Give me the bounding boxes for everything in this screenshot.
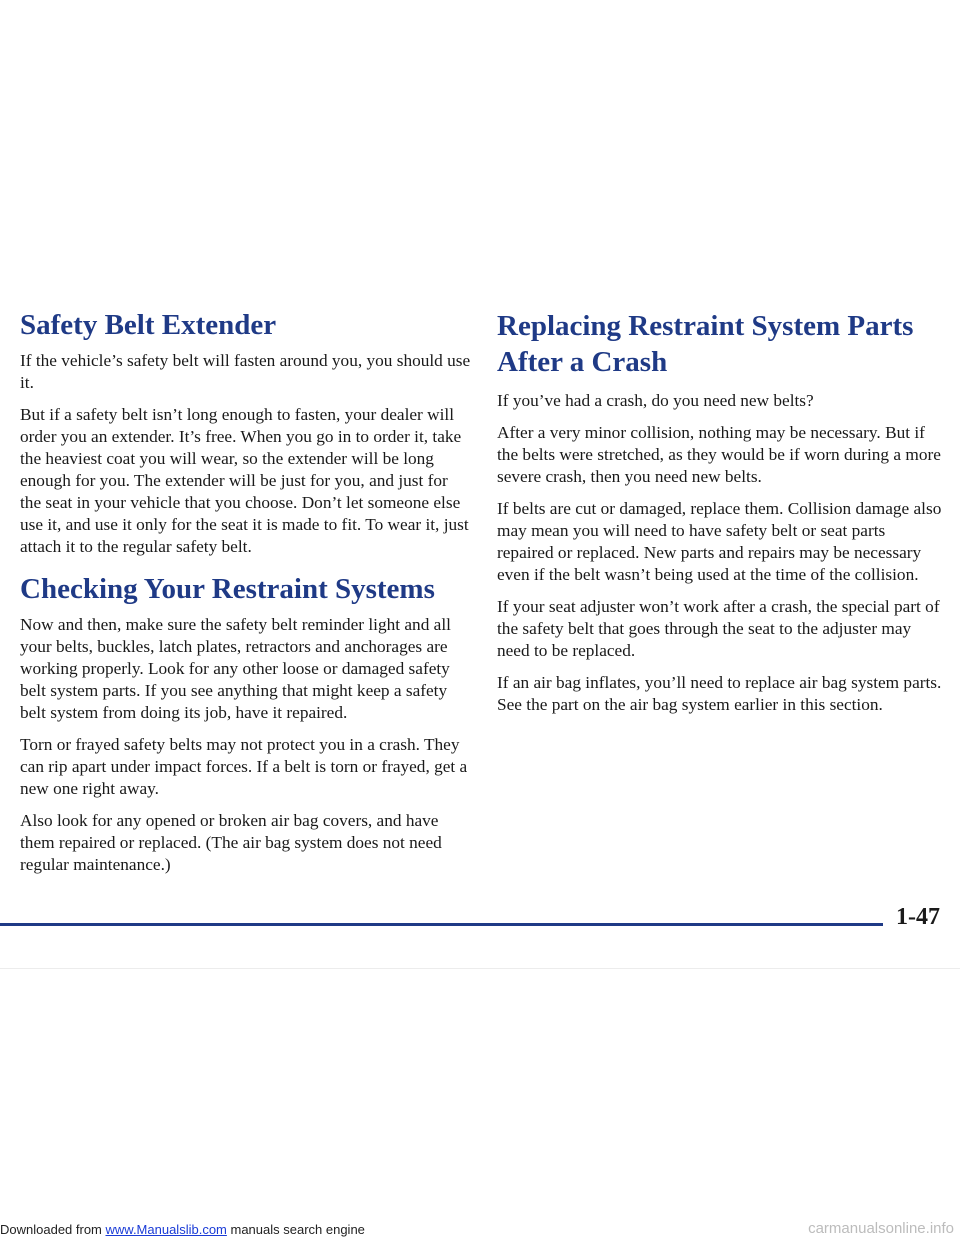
watermark-text: carmanualsonline.info xyxy=(808,1220,954,1237)
paragraph: But if a safety belt isn’t long enough to fasten, your dealer will order you an extender. It’s free. When you go in to order it, take the heaviest coat you will wear, so the extender will be long enough for you. The extender will be just for you, and just for the seat in your vehicle that you choose. Don’t let someone else use it, and use it only for the seat it is made to fit. To wear it, just attach it to the regular safety belt. xyxy=(20,405,469,556)
paragraph: Also look for any opened or broken air bag covers, and have them repaired or replaced. (The air bag system does not need regular maintenance.) xyxy=(20,811,442,874)
heading-replacing-restraint-parts: Replacing Restraint System Parts After a Crash xyxy=(497,310,914,378)
left-column xyxy=(20,308,472,886)
paragraph: If the vehicle’s safety belt will fasten around you, you should use it. xyxy=(20,351,471,392)
footer-suffix: manuals search engine xyxy=(226,1222,365,1237)
paragraph: If belts are cut or damaged, replace them. Collision damage also may mean you will need to have safety belt or seat parts repaired or replaced. New parts and repairs may be necessary even if the belt wasn’t being used at the time of the collision. xyxy=(497,499,942,584)
manualslib-link[interactable]: www.Manualslib.com xyxy=(105,1222,227,1237)
paragraph: Torn or frayed safety belts may not protect you in a crash. They can rip apart under impact forces. If a belt is torn or frayed, get a new one right away. xyxy=(20,735,468,798)
heading-checking-restraint-systems: Checking Your Restraint Systems xyxy=(20,573,435,605)
paragraph: If your seat adjuster won’t work after a crash, the special part of the safety belt that goes through the seat to the adjuster may need to be replaced. xyxy=(497,597,940,660)
heading-safety-belt-extender: Safety Belt Extender xyxy=(20,309,277,341)
page-rule-divider xyxy=(0,923,883,926)
scan-line-divider xyxy=(0,968,960,969)
right-column xyxy=(497,308,942,726)
paragraph: If an air bag inflates, you’ll need to replace air bag system parts. See the part on the air bag system earlier in this section. xyxy=(497,673,942,714)
paragraph: If you’ve had a crash, do you need new belts? xyxy=(497,391,814,410)
footer-prefix: Downloaded from xyxy=(0,1222,106,1237)
page-number: 1-47 xyxy=(896,904,940,930)
paragraph: After a very minor collision, nothing may be necessary. But if the belts were stretched, as they would be if worn during a more severe crash, then you need new belts. xyxy=(497,423,941,486)
download-footer xyxy=(0,1222,365,1242)
paragraph: Now and then, make sure the safety belt reminder light and all your belts, buckles, latch plates, retractors and anchorages are working properly. Look for any other loose or damaged safety belt system parts. If you see anything that might keep a safety belt system from doing its job, have it repaired. xyxy=(20,615,451,722)
